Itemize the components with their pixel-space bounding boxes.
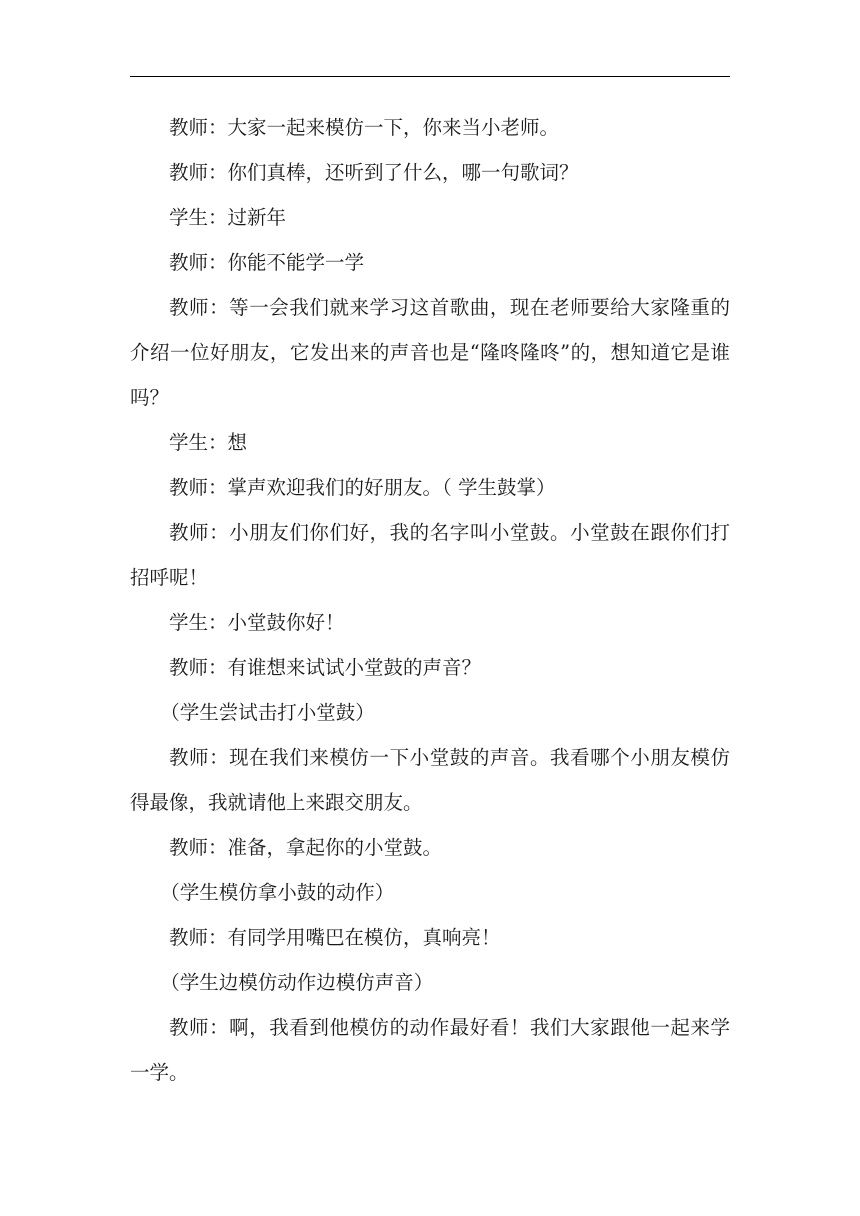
paragraph: 学生：小堂鼓你好！ <box>169 611 345 634</box>
stage-direction: （学生边模仿动作边模仿声音） <box>160 971 434 994</box>
paragraph: 学生：想 <box>169 431 248 454</box>
paragraph: 教师：准备，拿起你的小堂鼓。 <box>169 836 443 859</box>
header-rule <box>130 76 730 77</box>
paragraph: 教师：大家一起来模仿一下，你来当小老师。 <box>169 116 560 139</box>
paragraph: 教师：你能不能学一学 <box>169 251 365 274</box>
paragraph: 学生：过新年 <box>169 206 287 229</box>
paragraph: 教师：掌声欢迎我们的好朋友。（ 学生鼓掌） <box>169 476 556 499</box>
paragraph: 教师：啊，我看到他模仿的动作最好看！我们大家跟他一起来学一学。 <box>130 1016 730 1084</box>
stage-direction: （学生模仿拿小鼓的动作） <box>160 881 395 904</box>
document-body <box>130 105 730 1095</box>
paragraph: 教师：有谁想来试试小堂鼓的声音？ <box>169 656 482 679</box>
stage-direction: （学生尝试击打小堂鼓） <box>160 701 375 724</box>
paragraph: 教师：等一会我们就来学习这首歌曲，现在老师要给大家隆重的介绍一位好朋友，它发出来的声音也是“隆咚隆咚”的，想知道它是谁吗？ <box>130 296 730 409</box>
paragraph: 教师：小朋友们你们好，我的名字叫小堂鼓。小堂鼓在跟你们打招呼呢！ <box>130 521 730 589</box>
paragraph: 教师：有同学用嘴巴在模仿，真响亮！ <box>169 926 501 949</box>
paragraph: 教师：你们真棒，还听到了什么，哪一句歌词？ <box>169 161 579 184</box>
paragraph: 教师：现在我们来模仿一下小堂鼓的声音。我看哪个小朋友模仿得最像，我就请他上来跟交朋友。 <box>130 746 730 814</box>
